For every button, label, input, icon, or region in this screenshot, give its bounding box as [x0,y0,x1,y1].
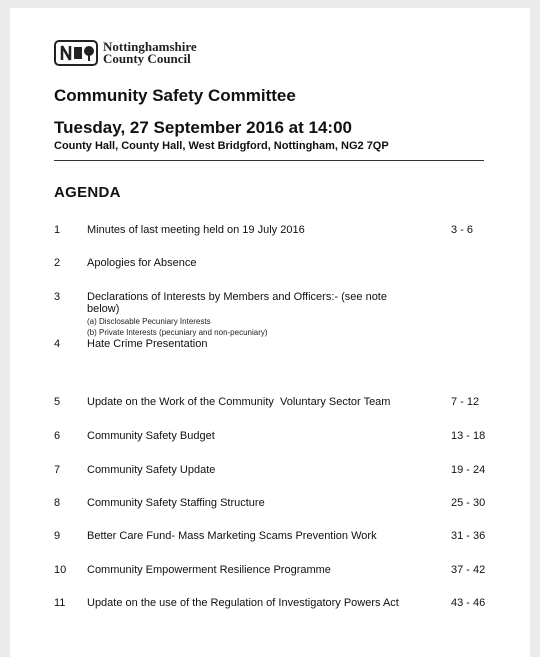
item-number: 2 [54,257,61,269]
item-pages: 37 - 42 [451,564,486,576]
item-number: 11 [54,597,66,609]
item-number: 7 [54,464,61,476]
item-description: Minutes of last meeting held on 19 July 2016 [87,224,305,236]
item-description: Update on the use of the Regulation of Investigatory Powers Act [87,597,399,609]
item-number: 3 [54,291,61,303]
item-number: 10 [54,564,67,576]
item-pages: 43 - 46 [451,597,486,609]
item-pages: 19 - 24 [451,464,486,476]
item-description: Community Safety Update [87,464,216,476]
divider-rule [54,160,484,161]
item-description: Declarations of Interests by Members and Officers:- (see note below) [87,291,387,315]
item-pages: 7 - 12 [451,396,480,408]
item-subnote-b: (b) Private Interests (pecuniary and non-pecuniary) [87,328,268,337]
agenda-heading: AGENDA [54,184,121,201]
item-description: Community Safety Staffing Structure [87,497,265,509]
item-number: 4 [54,338,61,350]
item-pages: 3 - 6 [451,224,474,236]
item-description: Better Care Fund- Mass Marketing Scams Prevention Work [87,530,377,542]
item-description: Community Empowerment Resilience Programme [87,564,331,576]
item-number: 6 [54,430,61,442]
item-description: Community Safety Budget [87,430,215,442]
item-subnote-a: (a) Disclosable Pecuniary Interests [87,317,211,326]
item-pages: 25 - 30 [451,497,486,509]
item-description: Apologies for Absence [87,257,197,269]
meeting-date: Tuesday, 27 September 2016 at 14:00 [54,118,352,137]
item-description-block [87,291,407,338]
item-number: 1 [54,224,61,236]
item-pages: 31 - 36 [451,530,486,542]
council-emblem-icon [54,40,98,66]
item-number: 9 [54,530,61,542]
item-description: Hate Crime Presentation [87,338,208,350]
item-number: 5 [54,396,61,408]
item-number: 8 [54,497,61,509]
item-pages: 13 - 18 [451,430,486,442]
item-description: Update on the Work of the Community Voluntary Sector Team [87,396,391,408]
council-logo [54,40,197,66]
document-page [10,8,530,657]
committee-title: Community Safety Committee [54,86,296,105]
logo-line-2: County Council [103,51,191,66]
logo-line-1: Nottinghamshire [103,39,197,54]
venue-address: County Hall, County Hall, West Bridgford, Nottingham, NG2 7QP [54,140,389,152]
